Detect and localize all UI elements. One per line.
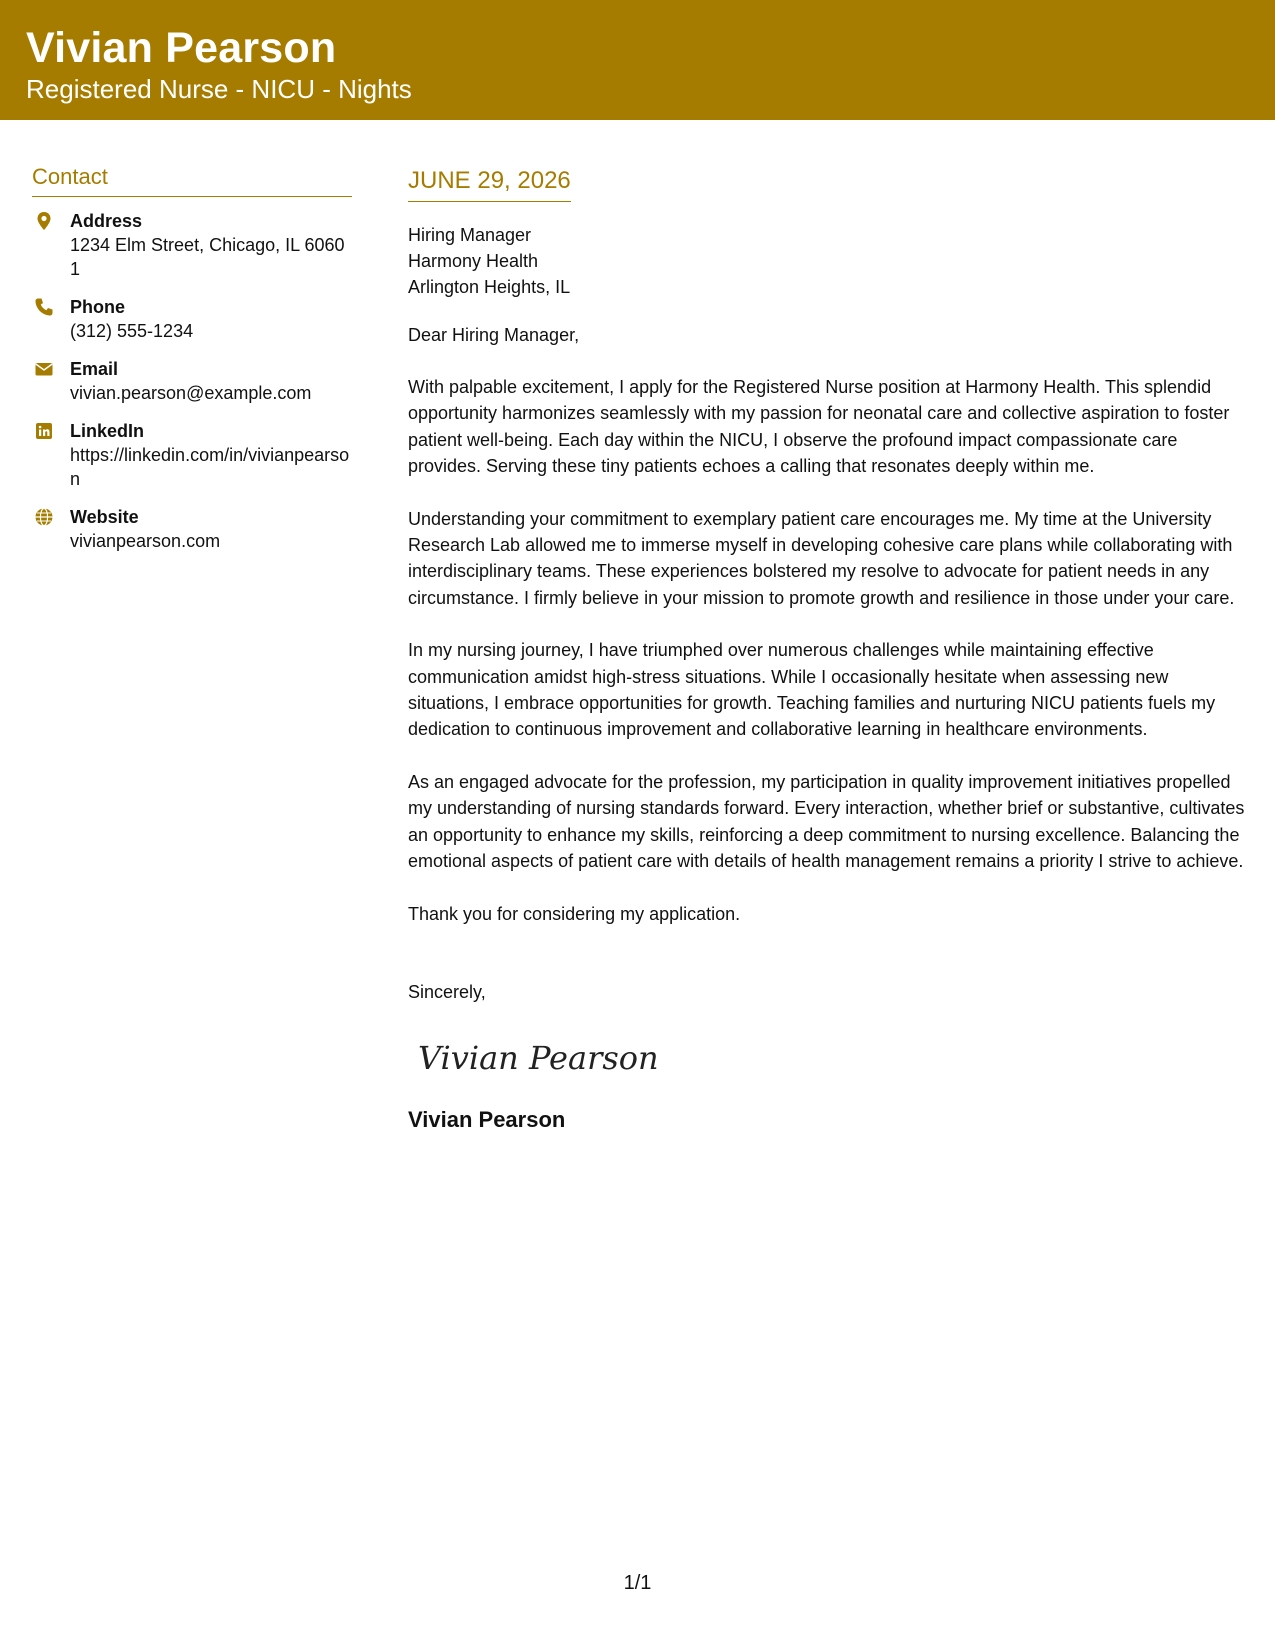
- applicant-name: Vivian Pearson: [26, 24, 337, 72]
- email-value: vivian.pearson@example.com: [70, 383, 312, 403]
- recipient-line: Arlington Heights, IL: [408, 277, 571, 297]
- letter-paragraph: Thank you for considering my application.: [408, 903, 741, 924]
- recipient-line: Hiring Manager: [408, 225, 532, 245]
- contact-linkedin: [32, 419, 352, 491]
- letter-paragraph: As an engaged advocate for the profession, my participation in quality improvement initiatives propelled my understanding of nursing standards forward. Every interaction, whether brief or substantive, cultivates an opportunity to enhance my skills, reinforcing a deep commitment to nursing excellence. Balancing the emotional aspects of patient care with details of health management remains a priority I strive to achieve.: [408, 771, 1245, 872]
- page-number: 1/1: [623, 1572, 652, 1594]
- address-label: Address: [70, 211, 143, 231]
- letter-paragraph: Understanding your commitment to exemplary patient care encourages me. My time at the University Research Lab allowed me to immerse myself in developing cohesive care plans while collaborating with interdisciplinary teams. These experiences bolstered my resolve to advocate for patient needs in any circumstance. I firmly believe in your mission to promote growth and resilience in those under your care.: [408, 508, 1235, 608]
- website-label: Website: [70, 507, 139, 527]
- contact-sidebar: [32, 162, 352, 567]
- recipient-line: Harmony Health: [408, 251, 539, 271]
- closing: Sincerely,: [408, 981, 486, 1002]
- email-label: Email: [70, 359, 119, 379]
- letter-paragraph: In my nursing journey, I have triumphed over numerous challenges while maintaining effective communication amidst high-stress situations. While I occasionally hesitate when assessing new situations, I embrace opportunities for growth. Teaching families and nurturing NICU patients fuels my dedication to continuous improvement and collaborative learning in healthcare environments.: [408, 640, 1216, 740]
- signature-image: [408, 1027, 1253, 1087]
- job-title: Registered Nurse - NICU - Nights: [26, 74, 412, 104]
- linkedin-label: LinkedIn: [70, 421, 145, 441]
- letter-date: JUNE 29, 2026: [408, 165, 571, 202]
- header-banner: [0, 0, 1275, 120]
- signed-name: Vivian Pearson: [408, 1106, 566, 1132]
- address-value: 1234 Elm Street, Chicago, IL 60601: [70, 235, 345, 279]
- signature-text: Vivian Pearson: [418, 1038, 659, 1077]
- contact-email: [32, 357, 352, 405]
- globe-icon: [34, 507, 54, 527]
- contact-website: [32, 505, 352, 553]
- recipient-block: [408, 222, 1253, 300]
- contact-address: [32, 209, 352, 281]
- linkedin-icon: [34, 421, 54, 441]
- contact-heading: Contact: [32, 162, 352, 197]
- map-pin-icon: [34, 211, 54, 231]
- phone-label: Phone: [70, 297, 126, 317]
- phone-icon: [34, 297, 54, 317]
- linkedin-value[interactable]: https://linkedin.com/in/vivianpearson: [70, 445, 350, 489]
- website-value[interactable]: vivianpearson.com: [70, 531, 221, 551]
- letter-paragraph: With palpable excitement, I apply for the Registered Nurse position at Harmony Health. This splendid opportunity harmonizes seamlessly with my passion for neonatal care and collective aspiration to foster patient well-being. Each day within the NICU, I observe the profound impact compassionate care provides. Serving these tiny patients echoes a calling that resonates deeply within me.: [408, 377, 1230, 477]
- contact-phone: [32, 295, 352, 343]
- letter-body: [408, 165, 1253, 1135]
- envelope-icon: [34, 359, 54, 379]
- phone-value: (312) 555-1234: [70, 321, 194, 341]
- salutation: Dear Hiring Manager,: [408, 325, 580, 345]
